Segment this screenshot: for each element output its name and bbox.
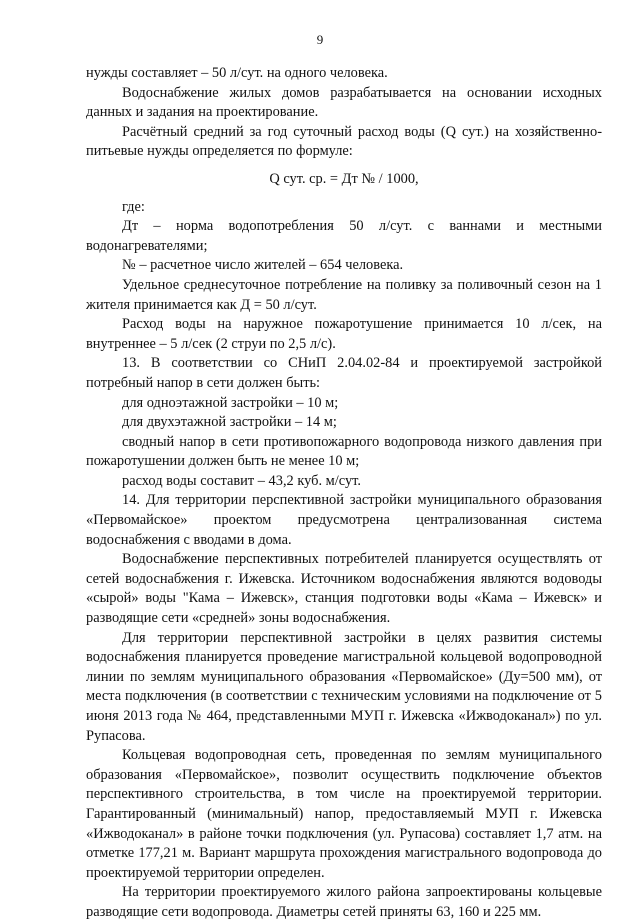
- paragraph: Водоснабжение перспективных потребителей планируется осуществлять от сетей водоснабжения г. Ижевска. Источником водоснабжения являются водоводы «сырой» воды "Кама – Ижевск», станция подготовки воды «Кама – Ижевск» и разводящие сети «средней» зоны водоснабжения.: [86, 551, 602, 627]
- document-body: [86, 64, 602, 923]
- list-item: для одноэтажной застройки – 10 м;: [122, 394, 339, 411]
- paragraph: Дт – норма водопотребления 50 л/сут. с ваннами и местными водонагревателями;: [86, 218, 602, 254]
- formula: Q сут. ср. = Дт № / 1000,: [269, 170, 419, 187]
- paragraph: Удельное среднесуточное потребление на поливку за поливочный сезон на 1 жителя принимается как Д = 50 л/сут.: [86, 276, 602, 313]
- page-number: 9: [316, 32, 324, 47]
- paragraph: Для территории перспективной застройки в целях развития системы водоснабжения планируется проведение магистральной кольцевой водопроводной линии по землям муниципального образования «Первомайское» (Ду=500 мм), от места подключения (в соответствии с техническим условиями на подключение от 5 июня 2013 года № 464, представленными МУП г. Ижевска «Ижводоканал») по ул. Рупасова.: [86, 629, 602, 744]
- paragraph: Расчётный средний за год суточный расход воды (Q сут.) на хозяйственно-питьевые нужды определяется по формуле:: [86, 123, 602, 160]
- list-item: сводный напор в сети противопожарного водопровода низкого давления при пожаротушении должен быть не менее 10 м;: [86, 433, 602, 470]
- paragraph: Кольцевая водопроводная сеть, проведенная по землям муниципального образования «Первомайское», позволит осуществить подключение объектов перспективного строительства, в том числе на проектируемой территории. Гарантированный (минимальный) напор, предоставляемый МУП г. Ижевска «Ижводоканал» в районе точки подключения (ул. Рупасова) составляет 1,7 атм. на отметке 177,21 м. Вариант маршрута прохождения магистрального водопровода до проектируемой территории определен.: [86, 747, 602, 881]
- paragraph: № – расчетное число жителей – 654 человека.: [122, 257, 404, 274]
- list-item: для двухэтажной застройки – 14 м;: [122, 414, 337, 431]
- paragraph: где:: [122, 198, 145, 215]
- list-item: расход воды составит – 43,2 куб. м/сут.: [122, 472, 361, 489]
- paragraph: 13. В соответствии со СНиП 2.04.02-84 и проектируемой застройкой потребный напор в сети должен быть:: [86, 355, 602, 391]
- paragraph: 14. Для территории перспективной застройки муниципального образования «Первомайское» проектом предусмотрена централизованная система водоснабжения с вводами в дома.: [86, 492, 602, 548]
- paragraph: На территории проектируемого жилого района запроектированы кольцевые разводящие сети водопровода. Диаметры сетей приняты 63, 160 и 225 мм.: [86, 884, 602, 920]
- paragraph: Водоснабжение жилых домов разрабатывается на основании исходных данных и задания на проектирование.: [86, 84, 602, 121]
- paragraph: Расход воды на наружное пожаротушение принимается 10 л/сек, на внутреннее – 5 л/сек (2 струи по 2,5 л/с).: [86, 316, 602, 352]
- paragraph: нужды составляет – 50 л/сут. на одного человека.: [86, 65, 388, 81]
